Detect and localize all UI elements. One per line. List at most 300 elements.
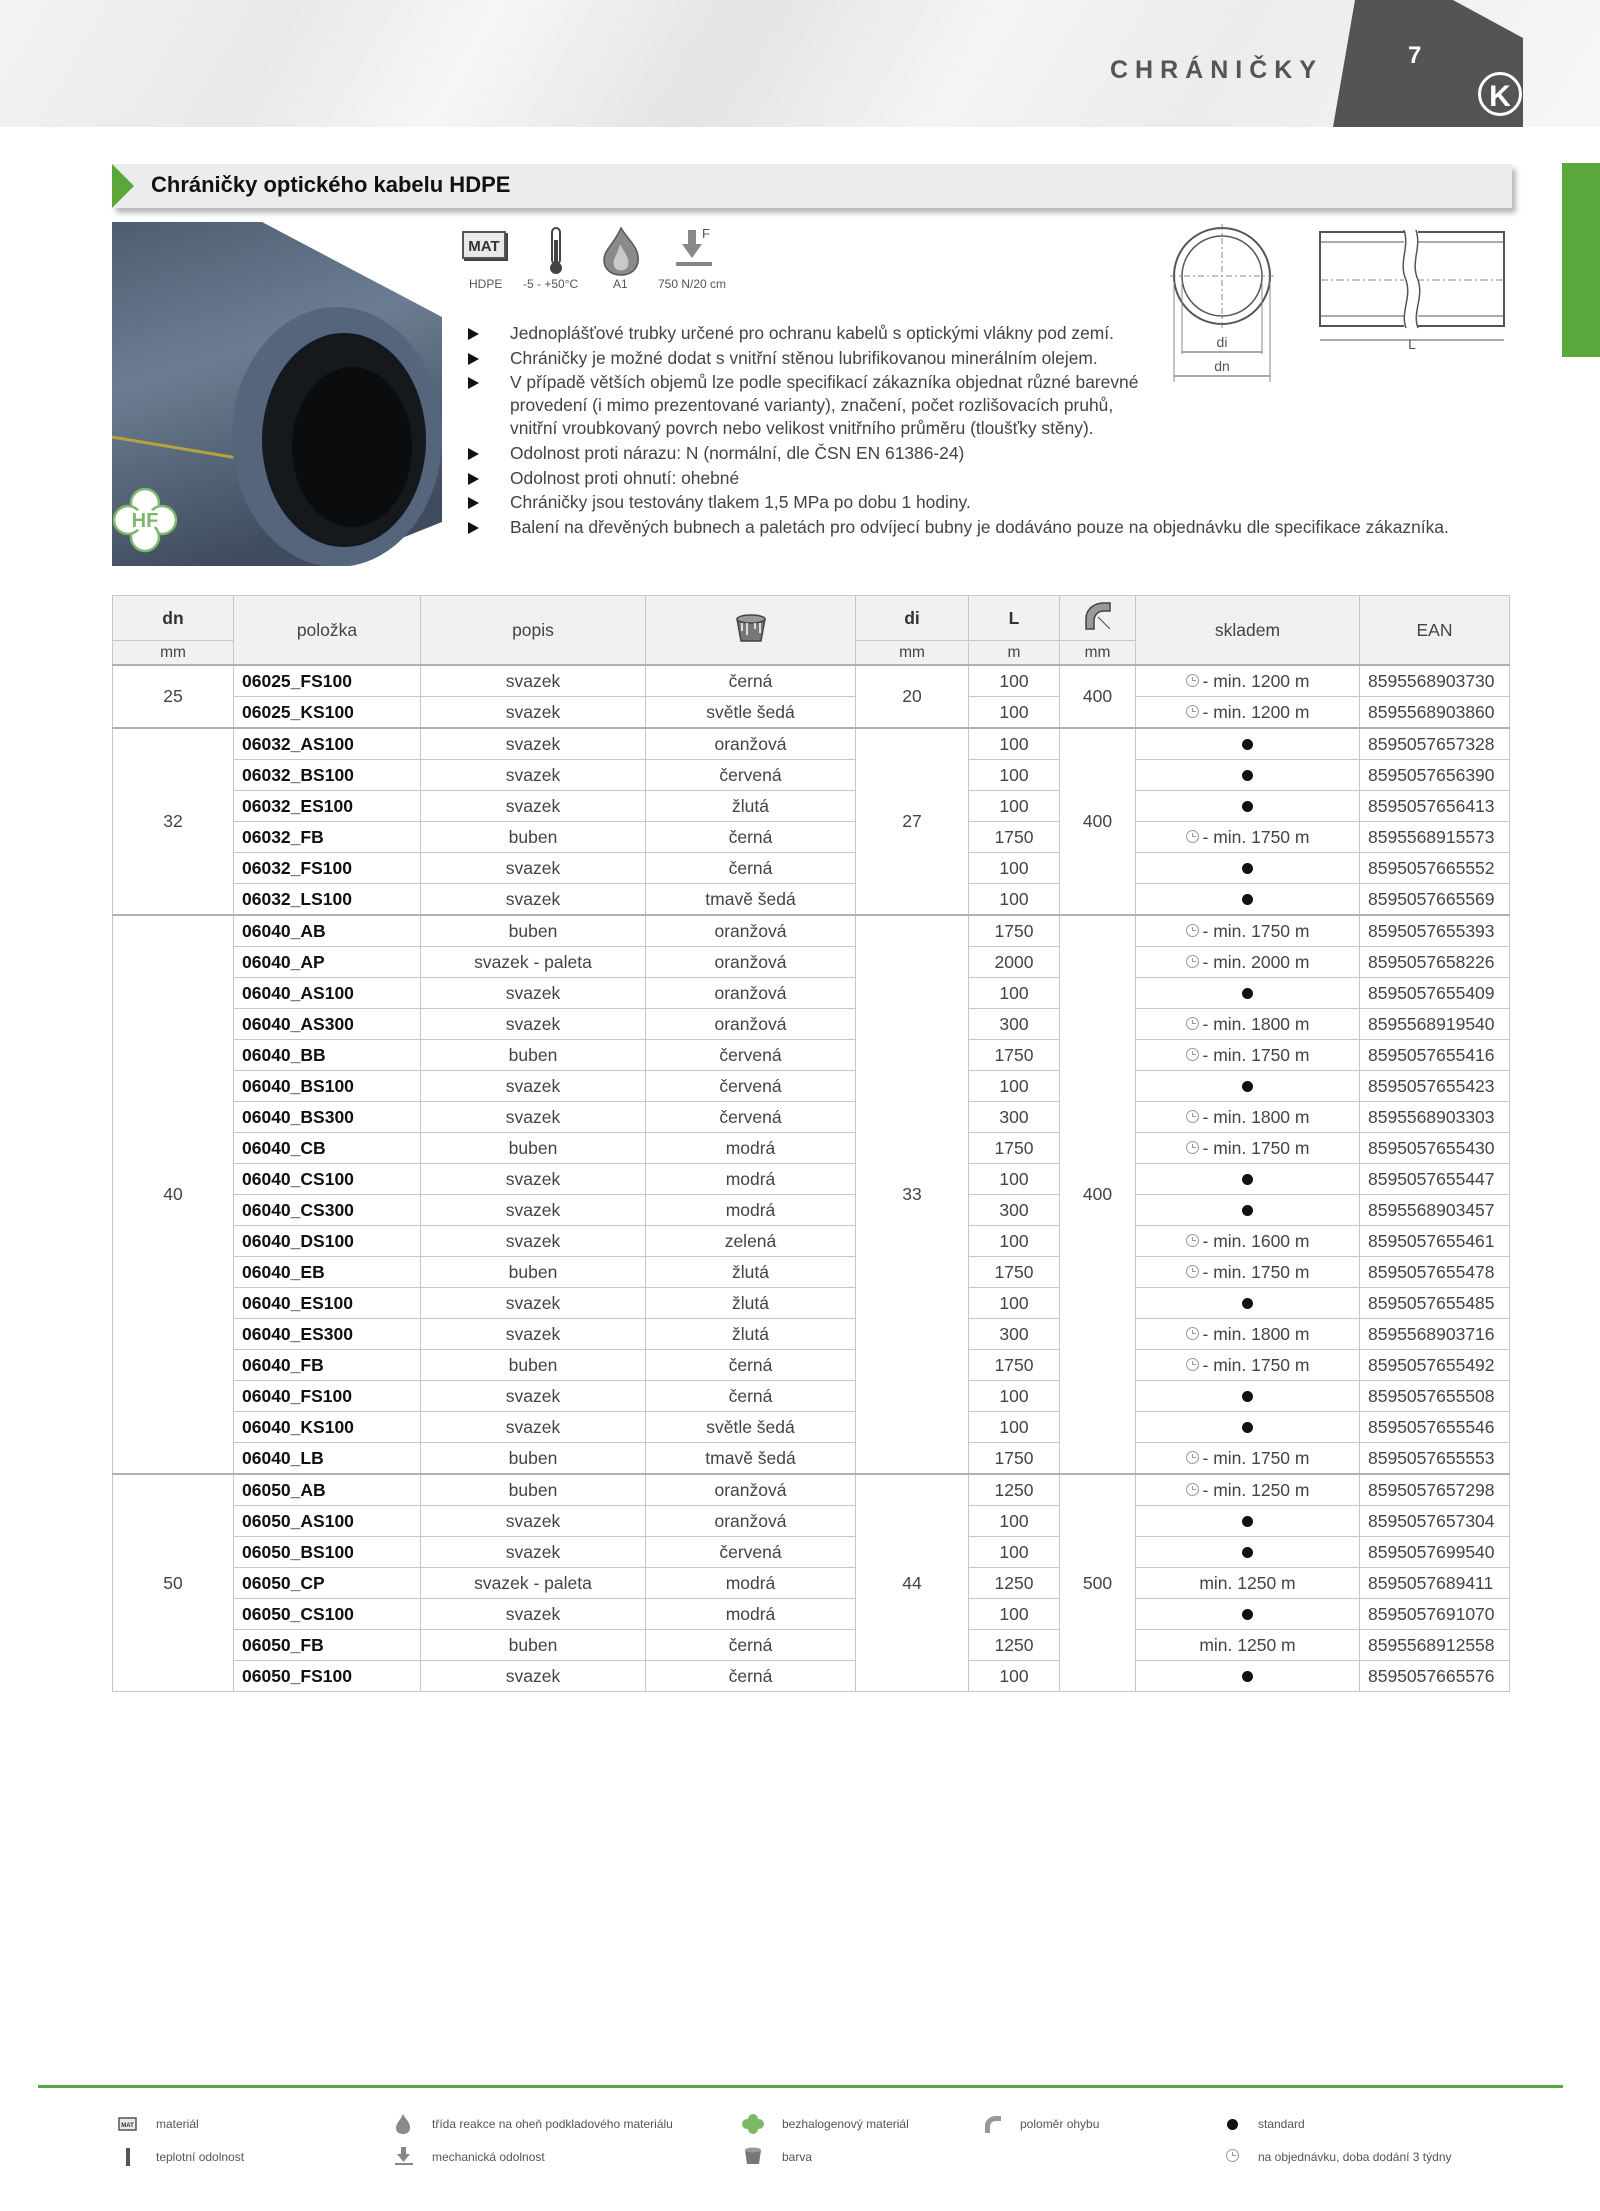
cell-length: 100 [969, 1164, 1060, 1195]
cell-dn: 32 [113, 728, 234, 915]
cell-ean: 8595057655423 [1360, 1071, 1510, 1102]
header-dn: dn [113, 596, 234, 641]
legend-label: standard [1258, 2117, 1305, 2131]
cell-code: 06032_FB [234, 822, 421, 853]
cell-stock [1136, 915, 1360, 947]
cell-ean: 8595568903860 [1360, 697, 1510, 729]
cell-stock [1136, 1319, 1360, 1350]
table-row [113, 1195, 1510, 1226]
feature-list [468, 322, 1508, 541]
cell-popis: svazek [421, 1412, 646, 1443]
cell-popis: svazek [421, 1537, 646, 1568]
product-table [112, 595, 1510, 1692]
cell-ean: 8595568919540 [1360, 1009, 1510, 1040]
stock-text: - min. 1750 m [1202, 1261, 1310, 1282]
cell-color: oranžová [646, 915, 856, 947]
cell-color: oranžová [646, 1474, 856, 1506]
cell-length: 100 [969, 665, 1060, 697]
flame-icon [394, 2113, 412, 2135]
cell-popis: svazek [421, 1506, 646, 1537]
cell-stock [1136, 1071, 1360, 1102]
cell-code: 06040_AS100 [234, 978, 421, 1009]
stock-text: - min. 1750 m [1202, 1447, 1310, 1468]
legend-label: poloměr ohybu [1020, 2117, 1100, 2131]
cell-popis: buben [421, 1350, 646, 1381]
table-row [113, 1102, 1510, 1133]
bullet-arrow-icon [468, 522, 479, 534]
table-row [113, 1257, 1510, 1288]
clock-icon [1186, 1017, 1199, 1030]
cell-popis: svazek [421, 884, 646, 916]
cell-color: zelená [646, 1226, 856, 1257]
table-row [113, 1319, 1510, 1350]
svg-text:F: F [702, 226, 710, 241]
header-L: L [969, 596, 1060, 641]
cell-code: 06050_CP [234, 1568, 421, 1599]
footer-divider [38, 2085, 1563, 2088]
legend-label: barva [782, 2150, 813, 2164]
cell-code: 06040_EB [234, 1257, 421, 1288]
cell-stock [1136, 1443, 1360, 1475]
table-row [113, 665, 1510, 697]
cell-code: 06040_AB [234, 915, 421, 947]
cell-stock [1136, 1537, 1360, 1568]
cell-length: 100 [969, 884, 1060, 916]
stock-text: - min. 1750 m [1202, 826, 1310, 847]
clock-icon [1186, 1327, 1199, 1340]
cell-length: 300 [969, 1102, 1060, 1133]
cell-color: modrá [646, 1133, 856, 1164]
stock-text: min. 1250 m [1199, 1634, 1296, 1655]
cell-color: žlutá [646, 1257, 856, 1288]
cell-color: oranžová [646, 1009, 856, 1040]
cell-code: 06040_CS300 [234, 1195, 421, 1226]
cell-popis: buben [421, 1474, 646, 1506]
cell-color: černá [646, 1350, 856, 1381]
cell-color: oranžová [646, 1506, 856, 1537]
list-item: Odolnost proti nárazu: N (normální, dle ČSN EN 61386-24) [468, 442, 1508, 465]
side-accent-bar [1562, 163, 1600, 357]
cell-stock [1136, 1164, 1360, 1195]
standard-dot-icon [1242, 1174, 1253, 1185]
cell-length: 300 [969, 1195, 1060, 1226]
cell-length: 1250 [969, 1568, 1060, 1599]
table-row [113, 728, 1510, 760]
cell-popis: svazek [421, 1381, 646, 1412]
standard-dot-icon [1242, 1422, 1253, 1433]
standard-dot-icon [1227, 2119, 1238, 2130]
cell-stock [1136, 1226, 1360, 1257]
cell-length: 100 [969, 1381, 1060, 1412]
cell-popis: svazek [421, 728, 646, 760]
standard-dot-icon [1242, 863, 1253, 874]
cell-stock [1136, 1381, 1360, 1412]
stock-text: - min. 1800 m [1202, 1013, 1310, 1034]
cell-ean: 8595057655409 [1360, 978, 1510, 1009]
cell-code: 06040_BB [234, 1040, 421, 1071]
cell-ean: 8595057691070 [1360, 1599, 1510, 1630]
force-icon [674, 226, 734, 276]
cell-code: 06040_CB [234, 1133, 421, 1164]
length-label: L [1408, 336, 1416, 350]
clock-icon [1186, 1141, 1199, 1154]
page-number: 7 [1408, 42, 1422, 69]
stock-text: - min. 1750 m [1202, 1044, 1310, 1065]
cell-ean: 8595057655478 [1360, 1257, 1510, 1288]
cell-di: 20 [856, 665, 969, 728]
unit-dn: mm [113, 641, 234, 666]
table-row [113, 1381, 1510, 1412]
company-logo: K [1478, 72, 1522, 116]
table-row [113, 915, 1510, 947]
bullet-arrow-icon [468, 328, 479, 340]
table-row [113, 1040, 1510, 1071]
cell-code: 06032_AS100 [234, 728, 421, 760]
stock-text: - min. 1750 m [1202, 920, 1310, 941]
cell-ean: 8595057655553 [1360, 1443, 1510, 1475]
standard-dot-icon [1242, 1205, 1253, 1216]
cell-length: 1750 [969, 1443, 1060, 1475]
clock-icon [1186, 674, 1199, 687]
bullet-arrow-icon [468, 448, 479, 460]
cell-popis: buben [421, 915, 646, 947]
cell-length: 100 [969, 1288, 1060, 1319]
cell-stock [1136, 1630, 1360, 1661]
cell-stock [1136, 1506, 1360, 1537]
cell-color: oranžová [646, 978, 856, 1009]
clock-icon [1186, 1451, 1199, 1464]
cell-code: 06040_FB [234, 1350, 421, 1381]
cell-color: černá [646, 665, 856, 697]
cell-code: 06025_KS100 [234, 697, 421, 729]
standard-dot-icon [1242, 1391, 1253, 1402]
cell-ean: 8595057655430 [1360, 1133, 1510, 1164]
cell-di: 44 [856, 1474, 969, 1692]
cell-stock [1136, 947, 1360, 978]
cell-stock [1136, 1412, 1360, 1443]
table-row [113, 1009, 1510, 1040]
cell-popis: svazek [421, 665, 646, 697]
bend-radius-icon [982, 2113, 1004, 2135]
cell-ean: 8595057665569 [1360, 884, 1510, 916]
cell-ean: 8595568903303 [1360, 1102, 1510, 1133]
cell-color: tmavě šedá [646, 884, 856, 916]
table-row [113, 822, 1510, 853]
cell-length: 100 [969, 1071, 1060, 1102]
cell-color: černá [646, 1630, 856, 1661]
cell-length: 1750 [969, 1040, 1060, 1071]
hf-icon [742, 2114, 764, 2134]
hf-label: HF [131, 510, 159, 532]
cell-length: 100 [969, 1537, 1060, 1568]
cell-popis: svazek [421, 1009, 646, 1040]
cell-color: oranžová [646, 728, 856, 760]
cell-stock [1136, 697, 1360, 729]
stock-text: - min. 1250 m [1202, 1479, 1310, 1500]
standard-dot-icon [1242, 1671, 1253, 1682]
cell-code: 06040_CS100 [234, 1164, 421, 1195]
cell-ean: 8595057689411 [1360, 1568, 1510, 1599]
property-label: -5 - +50°C [523, 277, 579, 291]
clock-icon [1186, 1234, 1199, 1247]
property-label: HDPE [469, 277, 503, 291]
cell-popis: svazek [421, 791, 646, 822]
cell-length: 100 [969, 1599, 1060, 1630]
cell-length: 100 [969, 1226, 1060, 1257]
table-row [113, 1288, 1510, 1319]
cell-code: 06050_CS100 [234, 1599, 421, 1630]
stock-text: - min. 1200 m [1202, 701, 1310, 722]
header-skladem: skladem [1136, 596, 1360, 666]
table-row [113, 697, 1510, 729]
cell-popis: svazek [421, 1102, 646, 1133]
cell-popis: svazek [421, 1319, 646, 1350]
cell-stock [1136, 1102, 1360, 1133]
mat-icon [462, 226, 522, 276]
cell-bend-radius: 400 [1060, 665, 1136, 728]
legend-label: materiál [156, 2117, 199, 2131]
legend-label: teplotní odolnost [156, 2150, 245, 2164]
table-row [113, 1537, 1510, 1568]
legend-label: třída reakce na oheň podkladového materiálu [432, 2117, 673, 2131]
cell-code: 06040_ES300 [234, 1319, 421, 1350]
cell-popis: svazek - paleta [421, 1568, 646, 1599]
cell-ean: 8595057655393 [1360, 915, 1510, 947]
list-item: Chráničky je možné dodat s vnitřní stěnou lubrifikovanou minerálním olejem. [468, 347, 1508, 370]
bullet-arrow-icon [468, 353, 479, 365]
table-row [113, 978, 1510, 1009]
cell-code: 06032_FS100 [234, 853, 421, 884]
cell-ean: 8595057665576 [1360, 1661, 1510, 1692]
cell-popis: svazek [421, 1195, 646, 1226]
color-bucket-icon [733, 613, 769, 643]
clock-icon [1186, 924, 1199, 937]
cell-length: 1750 [969, 822, 1060, 853]
cell-length: 300 [969, 1009, 1060, 1040]
cell-color: červená [646, 1040, 856, 1071]
legend-label: na objednávku, doba dodání 3 týdny [1258, 2150, 1452, 2164]
cell-stock [1136, 1661, 1360, 1692]
clock-icon [1186, 955, 1199, 968]
thermometer-icon [544, 226, 604, 276]
table-row [113, 884, 1510, 916]
cell-code: 06050_AB [234, 1474, 421, 1506]
table-body [113, 665, 1510, 1692]
hf-icon [112, 487, 178, 553]
cell-length: 1750 [969, 915, 1060, 947]
cell-popis: buben [421, 1257, 646, 1288]
stock-text: - min. 1750 m [1202, 1354, 1310, 1375]
cell-code: 06032_ES100 [234, 791, 421, 822]
standard-dot-icon [1242, 739, 1253, 750]
cell-color: červená [646, 1102, 856, 1133]
cell-popis: svazek [421, 1661, 646, 1692]
standard-dot-icon [1242, 1516, 1253, 1527]
clock-icon [1186, 1265, 1199, 1278]
cell-popis: svazek [421, 1288, 646, 1319]
stock-text: - min. 1800 m [1202, 1323, 1310, 1344]
cell-length: 100 [969, 853, 1060, 884]
cell-code: 06050_FS100 [234, 1661, 421, 1692]
table-row [113, 1630, 1510, 1661]
cell-code: 06025_FS100 [234, 665, 421, 697]
bullet-arrow-icon [468, 377, 479, 389]
cell-di: 27 [856, 728, 969, 915]
header-ean: EAN [1360, 596, 1510, 666]
cell-length: 100 [969, 978, 1060, 1009]
clock-icon [1186, 705, 1199, 718]
di-label: di [1216, 334, 1228, 350]
table-row [113, 853, 1510, 884]
cell-length: 1750 [969, 1133, 1060, 1164]
table-row [113, 1599, 1510, 1630]
cell-ean: 8595057655416 [1360, 1040, 1510, 1071]
standard-dot-icon [1242, 1609, 1253, 1620]
cell-length: 1250 [969, 1474, 1060, 1506]
cell-code: 06032_LS100 [234, 884, 421, 916]
thermometer-icon [124, 2148, 132, 2166]
table-row [113, 1164, 1510, 1195]
cell-popis: svazek [421, 978, 646, 1009]
cell-popis: buben [421, 822, 646, 853]
list-item: Odolnost proti ohnutí: ohebné [468, 467, 1508, 490]
cell-length: 100 [969, 760, 1060, 791]
cell-code: 06040_ES100 [234, 1288, 421, 1319]
cell-length: 100 [969, 728, 1060, 760]
clock-icon [1226, 2149, 1239, 2162]
stock-text: - min. 2000 m [1202, 951, 1310, 972]
header-popis: popis [421, 596, 646, 666]
cell-ean: 8595057655546 [1360, 1412, 1510, 1443]
cell-ean: 8595568903730 [1360, 665, 1510, 697]
cell-ean: 8595057665552 [1360, 853, 1510, 884]
cell-dn: 50 [113, 1474, 234, 1692]
table-row [113, 947, 1510, 978]
cell-color: světle šedá [646, 1412, 856, 1443]
table-row [113, 791, 1510, 822]
cell-ean: 8595057655447 [1360, 1164, 1510, 1195]
list-item: Jednoplášťové trubky určené pro ochranu kabelů s optickými vlákny pod zemí. [468, 322, 1508, 345]
table-row [113, 1071, 1510, 1102]
cell-length: 100 [969, 1506, 1060, 1537]
cell-stock [1136, 1133, 1360, 1164]
cell-code: 06040_DS100 [234, 1226, 421, 1257]
cell-code: 06050_BS100 [234, 1537, 421, 1568]
clock-icon [1186, 1358, 1199, 1371]
bullet-arrow-icon [468, 497, 479, 509]
cell-popis: svazek [421, 853, 646, 884]
property-label: 750 N/20 cm [658, 277, 727, 291]
cell-code: 06040_BS300 [234, 1102, 421, 1133]
cell-length: 100 [969, 791, 1060, 822]
table-row [113, 1568, 1510, 1599]
clock-icon [1186, 830, 1199, 843]
color-bucket-icon [742, 2146, 764, 2166]
mat-icon [118, 2116, 138, 2132]
cell-ean: 8595057656390 [1360, 760, 1510, 791]
cell-code: 06040_LB [234, 1443, 421, 1475]
cell-popis: svazek [421, 1226, 646, 1257]
cell-stock [1136, 665, 1360, 697]
cell-color: modrá [646, 1599, 856, 1630]
cell-ean: 8595057656413 [1360, 791, 1510, 822]
cell-color: černá [646, 853, 856, 884]
table-row [113, 1443, 1510, 1475]
cell-code: 06050_AS100 [234, 1506, 421, 1537]
cell-stock [1136, 1009, 1360, 1040]
unit-di: mm [856, 641, 969, 666]
cell-popis: buben [421, 1443, 646, 1475]
cell-color: červená [646, 1537, 856, 1568]
cell-color: žlutá [646, 1288, 856, 1319]
standard-dot-icon [1242, 1081, 1253, 1092]
cell-code: 06040_BS100 [234, 1071, 421, 1102]
table-row [113, 1133, 1510, 1164]
table-row [113, 1350, 1510, 1381]
standard-dot-icon [1242, 988, 1253, 999]
stock-text: - min. 1750 m [1202, 1137, 1310, 1158]
cell-color: modrá [646, 1195, 856, 1226]
cell-popis: svazek - paleta [421, 947, 646, 978]
cell-code: 06040_FS100 [234, 1381, 421, 1412]
cell-color: žlutá [646, 1319, 856, 1350]
stock-text: - min. 1600 m [1202, 1230, 1310, 1251]
property-label: A1 [613, 277, 628, 291]
cell-popis: buben [421, 1040, 646, 1071]
cell-stock [1136, 822, 1360, 853]
stock-text: - min. 1800 m [1202, 1106, 1310, 1127]
table-row [113, 760, 1510, 791]
cell-stock [1136, 884, 1360, 916]
cell-ean: 8595568903457 [1360, 1195, 1510, 1226]
cell-stock [1136, 1350, 1360, 1381]
cell-popis: buben [421, 1133, 646, 1164]
cell-popis: svazek [421, 1599, 646, 1630]
cell-ean: 8595057655508 [1360, 1381, 1510, 1412]
cell-color: světle šedá [646, 697, 856, 729]
standard-dot-icon [1242, 894, 1253, 905]
cell-stock [1136, 1195, 1360, 1226]
cell-color: černá [646, 1661, 856, 1692]
header-bend-radius [1060, 596, 1136, 641]
standard-dot-icon [1242, 1547, 1253, 1558]
cell-bend-radius: 500 [1060, 1474, 1136, 1692]
standard-dot-icon [1242, 801, 1253, 812]
force-icon [394, 2146, 414, 2166]
cell-code: 06050_FB [234, 1630, 421, 1661]
cell-ean: 8595057657328 [1360, 728, 1510, 760]
cell-stock [1136, 728, 1360, 760]
cell-stock [1136, 760, 1360, 791]
dn-label: dn [1214, 358, 1230, 374]
cell-ean: 8595057655492 [1360, 1350, 1510, 1381]
table-row [113, 1474, 1510, 1506]
cell-color: černá [646, 1381, 856, 1412]
cell-popis: buben [421, 1630, 646, 1661]
table-row [113, 1661, 1510, 1692]
table-row [113, 1412, 1510, 1443]
cell-stock [1136, 1474, 1360, 1506]
clock-icon [1186, 1483, 1199, 1496]
cell-bend-radius: 400 [1060, 915, 1136, 1474]
mat-label: MAT [468, 238, 500, 255]
clock-icon [1186, 1048, 1199, 1061]
cell-stock [1136, 791, 1360, 822]
list-item: Balení na dřevěných bubnech a paletách pro odvíjecí bubny je dodáváno pouze na objednávku dle specifikace zákazníka. [468, 516, 1450, 539]
header-polozka: položka [234, 596, 421, 666]
cell-length: 1250 [969, 1630, 1060, 1661]
table-row [113, 1506, 1510, 1537]
